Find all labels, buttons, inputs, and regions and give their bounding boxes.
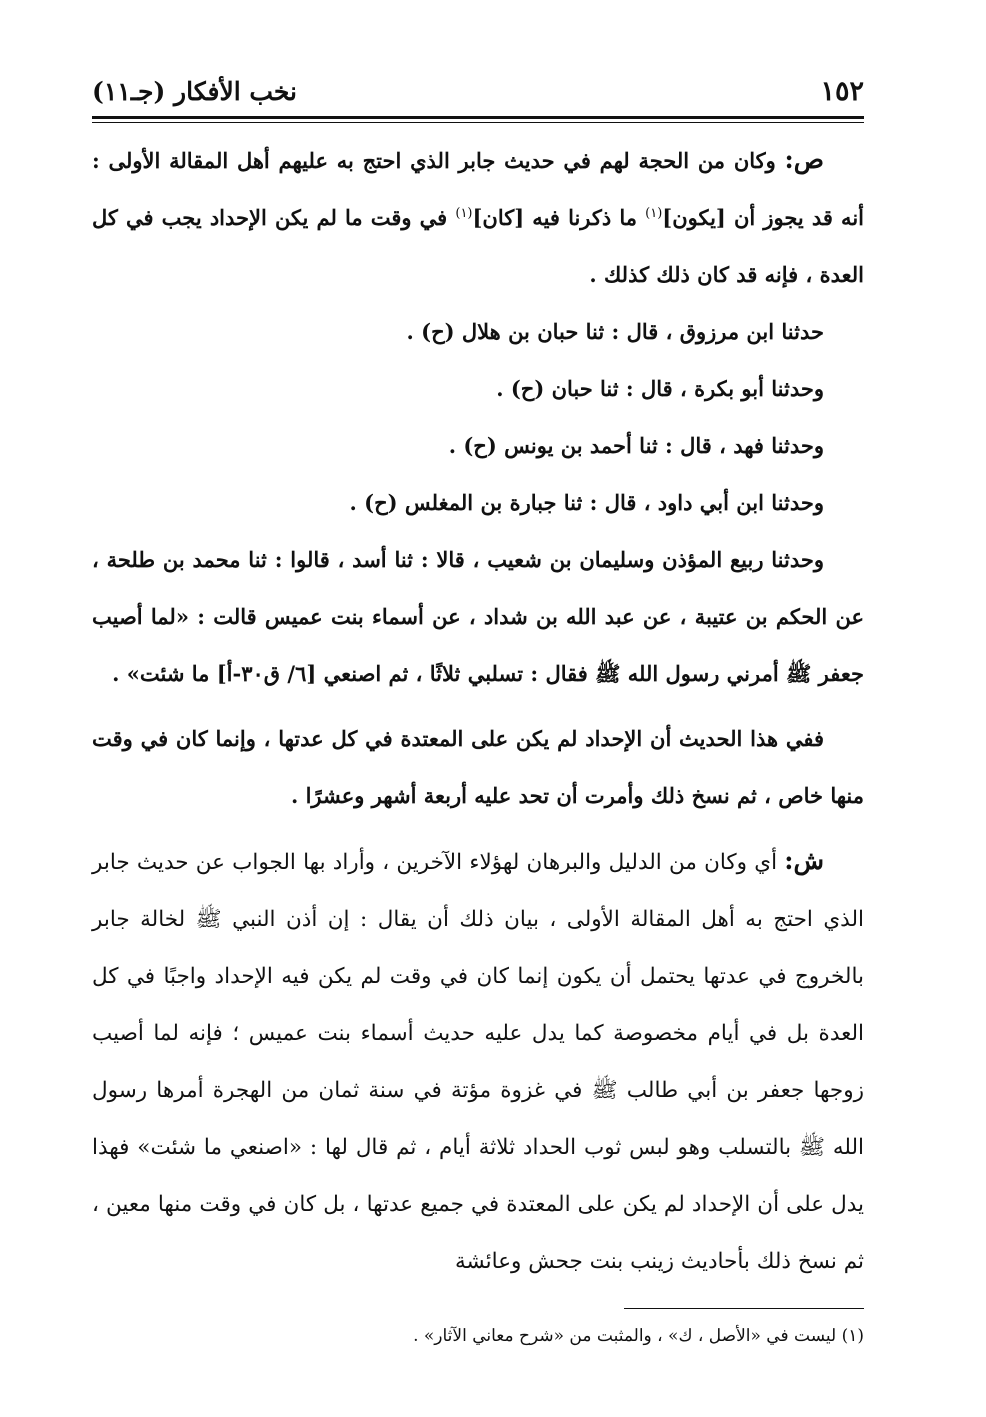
page xyxy=(92,70,864,1351)
sharh-paragraph xyxy=(92,832,864,1290)
hadith-paragraph: وحدثنا ربيع المؤذن وسليمان بن شعيب ، قالا : ثنا أسد ، قالوا : ثنا محمد بن طلحة ، عن الحكم بن عتيبة ، عن عبد الله بن شداد ، عن أسماء بنت عميس قالت : «لما أصيب جعفر ﷺ أمرني رسول الله ﷺ فقال : تسلبي ثلاثًا ، ثم اصنعي [٦/ ق٣٠-أ] ما شئت» . xyxy=(92,547,864,686)
matn-text-c: في وقت ما لم يكن الإحداد يجب في كل العدة ، فإنه قد كان ذلك كذلك . xyxy=(92,205,864,287)
footnote: (١) ليست في «الأصل ، ك» ، والمثبت من «شرح معاني الآثار» . xyxy=(413,1326,864,1346)
matn-text-a: وكان من الحجة لهم في حديث جابر الذي احتج به عليهم أهل المقالة الأولى : أنه قد يجوز أن [يكون] xyxy=(92,148,864,230)
running-header xyxy=(92,70,864,114)
isnad-line: حدثنا ابن مرزوق ، قال : ثنا حبان بن هلال (ح) . xyxy=(406,319,824,344)
sharh-lead: ش: xyxy=(784,846,824,875)
conclusion-paragraph: ففي هذا الحديث أن الإحداد لم يكن على المعتدة في كل عدتها ، وإنما كان في وقت منها خاص ، ثم نسخ ذلك وأمرت أن تحد عليه أربعة أشهر وعشرًا . xyxy=(92,726,864,808)
isnad-line: وحدثنا فهد ، قال : ثنا أحمد بن يونس (ح) . xyxy=(448,433,824,458)
sharh-text: أي وكان من الدليل والبرهان لهؤلاء الآخرين ، وأراد بها الجواب عن حديث جابر الذي احتج به أهل المقالة الأولى ، بيان ذلك أن يقال : إن أذن النبي ﷺ لخالة جابر بالخروج في عدتها يحتمل أن يكون إنما كان في وقت لم يكن فيه الإحداد واجبًا في كل العدة بل في أيام مخصوصة كما يدل عليه حديث أسماء بنت عميس ؛ فإنه لما أصيب زوجها جعفر بن أبي طالب ﷺ في غزوة مؤتة في سنة ثمان من الهجرة أمرها رسول الله ﷺ بالتسلب وهو لبس ثوب الحداد ثلاثة أيام ، ثم قال لها : «اصنعي ما شئت» فهذا يدل على أن الإحداد لم يكن على المعتدة في جميع عدتها ، بل كان في وقت منها معين ، ثم نسخ ذلك بأحاديث زينب بنت جحش وعائشة xyxy=(92,850,864,1274)
header-rule-thick xyxy=(92,116,864,119)
header-rule-thin xyxy=(92,122,864,123)
matn-paragraph xyxy=(92,131,864,303)
matn-lead: ص: xyxy=(784,145,824,174)
book-title: نخب الأفكار (جـ١١) xyxy=(92,77,298,106)
page-body xyxy=(92,131,864,1351)
matn-text-b: ما ذكرنا فيه [كان] xyxy=(472,205,646,230)
isnad-line: وحدثنا أبو بكرة ، قال : ثنا حبان (ح) . xyxy=(496,376,824,401)
footnote-ref-1: (١) xyxy=(645,206,663,221)
isnad-line: وحدثنا ابن أبي داود ، قال : ثنا جبارة بن المغلس (ح) . xyxy=(349,490,824,515)
page-number: ١٥٢ xyxy=(820,76,864,107)
footnote-rule xyxy=(624,1308,864,1309)
footnote-ref-2: (١) xyxy=(455,206,473,221)
